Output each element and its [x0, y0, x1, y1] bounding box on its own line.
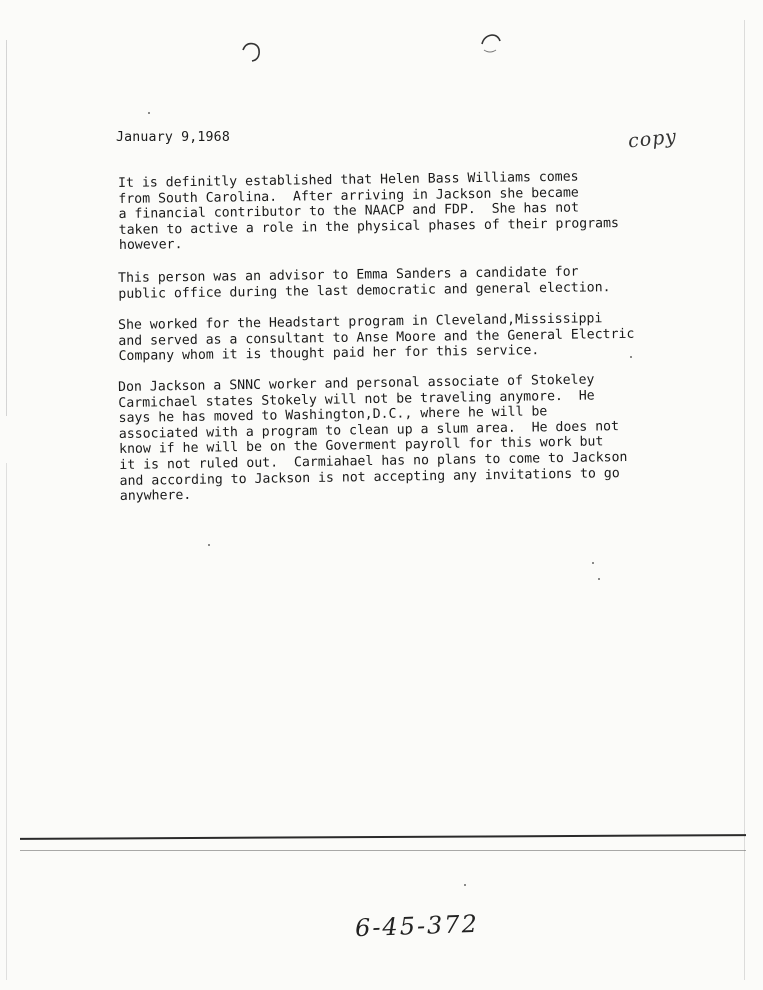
paragraph-1: It is definitly established that Helen Bass Williams comes from South Carolina. After arriving in Jackson she became a financial contributor to the NAACP and FDP. She has not taken to active a role in the physical phases of their programs however.: [118, 169, 620, 254]
paragraph-4: Don Jackson a SNNC worker and personal associate of Stokeley Carmichael states Stokely will not be traveling anymore. He says he has moved to Washington,D.C., where he will be associated with a program to clean up a slum area. He does not know if he will be on the Goverment payroll for this work but it is not ruled out. Carmiahael has no plans to come to Jackson and according to Jackson is not accepting any invitations to go anywhere.: [118, 372, 628, 505]
copy-handwritten-mark: copy: [626, 125, 678, 153]
scan-speck: [598, 578, 600, 580]
scan-speck: [464, 884, 466, 886]
paragraph-2: This person was an advisor to Emma Sanders a candidate for public office during the last democratic and general election.: [118, 264, 611, 302]
paragraph-3: She worked for the Headstart program in Cleveland,Mississippi and served as a consultant to Anse Moore and the General Electric Company whom it is thought paid her for this service.: [118, 311, 635, 365]
punch-hole-left-icon: [240, 40, 262, 62]
scan-speck: [592, 562, 594, 564]
page-divider-rule: [20, 834, 746, 840]
memo-date: January 9,1968: [116, 130, 230, 145]
scan-speck: [630, 356, 632, 358]
handwritten-file-number: 6-45-372: [354, 909, 480, 943]
left-edge-scan-line: [6, 40, 7, 980]
scan-speck: [208, 544, 210, 546]
punch-hole-right-icon: [480, 32, 502, 54]
scan-speck: [148, 112, 150, 114]
page-divider-shadow: [20, 850, 746, 851]
